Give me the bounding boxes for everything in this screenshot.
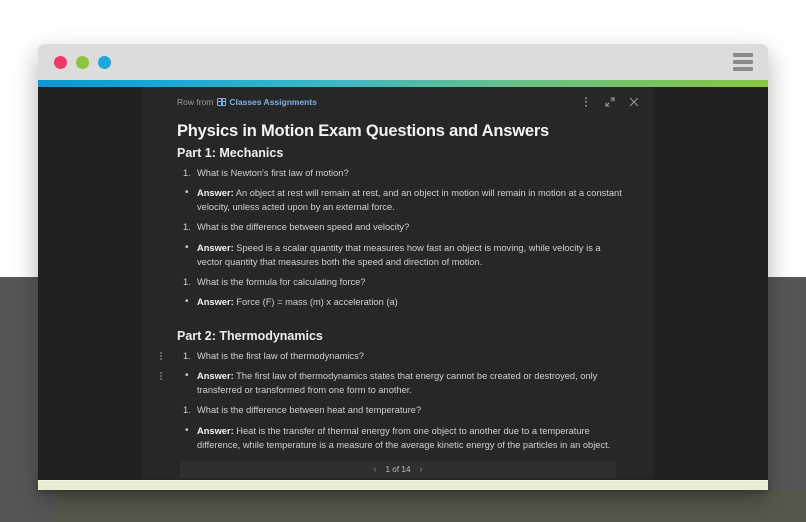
prev-page-button[interactable]: ‹ xyxy=(373,464,377,474)
document-body[interactable] xyxy=(142,114,654,459)
panel-header-actions xyxy=(580,96,640,108)
page-title: Physics in Motion Exam Questions and Answers xyxy=(177,122,550,140)
zoom-window-dot[interactable] xyxy=(98,56,111,69)
answer-item[interactable] xyxy=(177,424,628,452)
source-table-link[interactable] xyxy=(217,97,317,107)
hamburger-bar-2 xyxy=(733,60,753,64)
document-sections xyxy=(177,146,628,459)
accent-gradient-stripe xyxy=(38,80,768,87)
answer-item[interactable] xyxy=(177,369,628,397)
drag-handle-icon[interactable] xyxy=(156,370,166,382)
list-number-marker: 1. xyxy=(183,168,191,178)
answer-body: Speed is a scalar quantity that measures how fast an object is moving, while velocity is a vector quantity that measures both the speed and direction of motion. xyxy=(197,242,601,267)
breadcrumb xyxy=(177,97,317,107)
document-panel-header xyxy=(142,87,654,114)
minimize-window-dot[interactable] xyxy=(76,56,89,69)
list-bullet-marker: • xyxy=(185,295,189,307)
list-bullet-marker: • xyxy=(185,370,189,382)
page-indicator-label: 1 of 14 xyxy=(385,465,411,474)
hamburger-bar-3 xyxy=(733,67,753,71)
question-item[interactable] xyxy=(177,403,628,417)
grid-table-icon xyxy=(217,98,226,106)
drag-handle-icon[interactable] xyxy=(156,350,166,362)
list-number-marker: 1. xyxy=(183,405,191,416)
window-titlebar xyxy=(38,44,768,80)
pagination-bar xyxy=(180,461,616,478)
question-item[interactable] xyxy=(177,458,628,459)
answer-label: Answer: xyxy=(197,371,234,382)
answer-label: Answer: xyxy=(197,188,234,199)
app-dark-backdrop xyxy=(38,87,768,490)
browser-window xyxy=(38,44,768,490)
question-item[interactable] xyxy=(177,349,628,363)
answer-label: Answer: xyxy=(197,296,234,307)
question-text: What is the difference between speed and velocity? xyxy=(197,222,410,233)
answer-item[interactable] xyxy=(177,295,628,309)
list-number-marker: 1. xyxy=(183,351,191,361)
list-bullet-marker: • xyxy=(185,241,189,253)
answer-label: Answer: xyxy=(197,425,234,436)
question-item[interactable] xyxy=(177,275,628,289)
answer-body: Force (F) = mass (m) x acceleration (a) xyxy=(236,296,398,307)
question-item[interactable] xyxy=(177,166,628,180)
section-heading: Part 2: Thermodynamics xyxy=(177,329,323,343)
question-item[interactable] xyxy=(177,220,628,234)
answer-item[interactable] xyxy=(177,186,628,214)
expand-icon[interactable] xyxy=(604,96,616,108)
list-number-marker: 1. xyxy=(183,276,191,287)
next-page-button[interactable]: › xyxy=(419,464,423,474)
list-number-marker xyxy=(177,458,197,459)
answer-body: The first law of thermodynamics states that energy cannot be created or destroyed, only transferred or transformed from one form to another. xyxy=(197,371,598,396)
answer-label: Answer: xyxy=(197,242,234,253)
answer-text xyxy=(197,369,628,397)
list-bullet-marker: • xyxy=(185,187,189,199)
question-text: What is the difference between heat and temperature? xyxy=(197,405,422,416)
answer-text xyxy=(197,295,628,309)
hamburger-bar-1 xyxy=(733,53,753,57)
question-text: What is the first law of thermodynamics? xyxy=(197,351,364,361)
background-olive-notch xyxy=(0,490,56,522)
answer-item[interactable] xyxy=(177,241,628,269)
answer-text xyxy=(197,424,628,452)
hamburger-menu-icon[interactable] xyxy=(732,50,754,74)
answer-body: An object at rest will remain at rest, and an object in motion will remain in motion at a constant velocity, unless acted upon by an external force. xyxy=(197,188,622,213)
list-number-marker: 1. xyxy=(183,222,191,233)
close-window-dot[interactable] xyxy=(54,56,67,69)
background-olive-band xyxy=(0,490,806,522)
answer-text xyxy=(197,241,628,269)
answer-text xyxy=(197,186,628,214)
source-table-name: Classes Assignments xyxy=(229,97,317,107)
more-options-icon[interactable] xyxy=(580,96,592,108)
traffic-light-group xyxy=(54,56,111,69)
question-text: What is Newton's first law of motion? xyxy=(197,168,349,178)
window-bottom-bar xyxy=(38,480,768,490)
qa-block xyxy=(177,349,628,459)
section-heading: Part 1: Mechanics xyxy=(177,146,284,160)
qa-block xyxy=(177,166,628,309)
question-text xyxy=(197,458,628,459)
question-text: What is the formula for calculating force? xyxy=(197,276,366,287)
answer-body: Heat is the transfer of thermal energy from one object to another due to a temperature difference, while temperature is a measure of the average kinetic energy of the particles in an object. xyxy=(197,425,611,450)
list-bullet-marker: • xyxy=(185,424,189,436)
document-modal-panel xyxy=(142,87,654,490)
close-icon[interactable] xyxy=(628,96,640,108)
breadcrumb-prefix: Row from xyxy=(177,97,214,107)
